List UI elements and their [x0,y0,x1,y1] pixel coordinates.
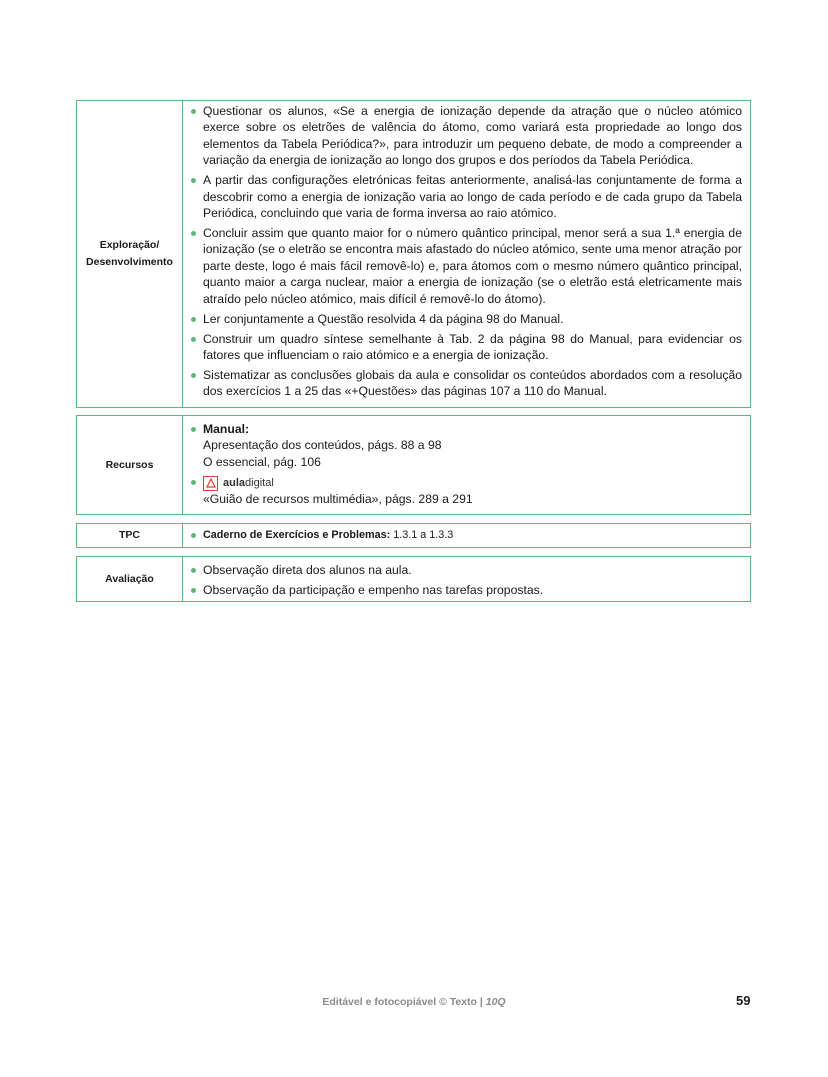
aula-digital-icon [203,476,218,491]
exploracao-list [190,103,742,400]
bullet-icon [191,588,196,593]
bullet-icon [191,231,196,236]
tpc-section [76,523,751,548]
list-item: Observação da participação e empenho nas tarefas propostas. [190,582,742,598]
list-item [190,527,453,543]
exploracao-section [76,100,751,408]
list-item: Sistematizar as conclusões globais da aula e consolidar os conteúdos abordados com a resolução dos exercícios 1 a 25 das «+Questões» das páginas 107 a 110 do Manual. [190,367,742,400]
bullet-icon [191,317,196,322]
bullet-icon [191,178,196,183]
list-item: Construir um quadro síntese semelhante à Tab. 2 da página 98 do Manual, para evidenciar os fatores que influenciam o raio atómico e a energia de ionização. [190,331,742,364]
recursos-content [183,416,750,514]
bullet-icon [191,109,196,114]
list-item [190,421,742,470]
manual-line: O essencial, pág. 106 [203,454,321,469]
exploracao-label-line2: Desenvolvimento [86,256,173,268]
bullet-icon [191,568,196,573]
bullet-icon [191,480,196,485]
tpc-label: TPC [77,524,183,547]
tpc-content [183,524,750,547]
list-item: Questionar os alunos, «Se a energia de ionização depende da atração que o núcleo atómico exerce sobre os eletrões de valência do átomo, como variará esta propriedade ao longo dos elementos da Tabela Periódica?», para introduzir um pequeno debate, de modo a compreender a variação da energia de ionização ao longo dos grupos e dos períodos da Tabela Periódica. [190,103,742,169]
list-item: Ler conjuntamente a Questão resolvida 4 da página 98 do Manual. [190,311,742,327]
exploracao-label-line1: Exploração/ [99,239,160,251]
avaliacao-content [183,557,750,601]
manual-title: Manual: [203,422,250,436]
page-number: 59 [736,993,751,1008]
page-footer: Editável e fotocopiável © Texto | 10Q [322,996,506,1008]
bullet-icon [191,337,196,342]
exploracao-content [183,101,750,407]
list-item: Concluir assim que quanto maior for o número quântico principal, menor será a sua 1.ª energia de ionização (se o eletrão se encontra mais afastado do núcleo atómico, sente uma menor atração por parte deste, logo é mais fácil removê-lo) e, para átomos com o mesmo número quântico principal, quanto maior a carga nuclear, maior a energia de ionização (se o eletrão está eletricamente mais atraído pelo núcleo atómico, mais difícil é removê-lo do átomo). [190,225,742,307]
guiao-text: «Guião de recursos multimédia», págs. 289 a 291 [203,492,473,507]
list-item: A partir das configurações eletrónicas feitas anteriormente, analisá-las conjuntamente de forma a descobrir como a energia de ionização varia ao longo de cada período e de cada grupo da Tabela Periódica, concluindo que varia de forma inversa ao raio atómico. [190,172,742,221]
tpc-bold: Caderno de Exercícios e Problemas: [203,529,391,542]
avaliacao-label: Avaliação [77,557,183,601]
bullet-icon [191,373,196,378]
manual-line: Apresentação dos conteúdos, págs. 88 a 98 [203,438,442,453]
exploracao-label [77,101,183,407]
tpc-text: 1.3.1 a 1.3.3 [390,529,454,542]
aula-digital-logo: auladigital [203,475,274,491]
list-item: Observação direta dos alunos na aula. [190,562,742,578]
list-item [190,474,742,507]
recursos-section [76,415,751,515]
bullet-icon [191,533,196,538]
avaliacao-section [76,556,751,602]
recursos-label: Recursos [77,416,183,514]
bullet-icon [191,427,196,432]
